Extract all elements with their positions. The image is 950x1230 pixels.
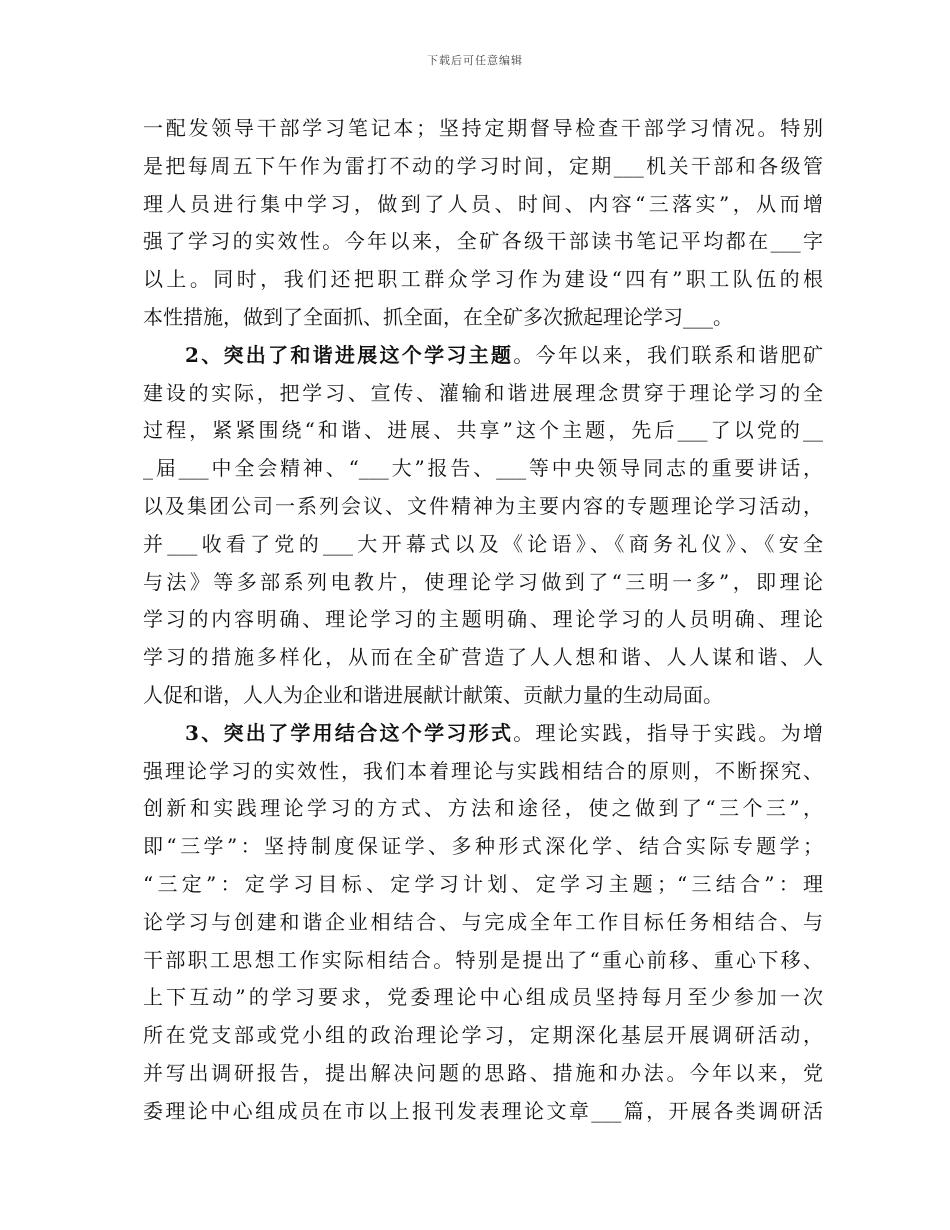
text-line: 委理论中心组成员在市以上报刊发表理论文章___篇，开展各类调研活 [143,1098,823,1123]
text-line: 理人员进行集中学习，做到了人员、时间、内容“三落实”，从而增 [143,191,823,216]
text-line: 以及集团公司一系列会议、文件精神为主要内容的专题理论学习活动， [143,493,823,518]
page-header: 下载后可任意编辑 [427,54,523,67]
document-body [143,110,823,1131]
paragraph-heading: 2、突出了和谐进展这个学习主题 [185,342,514,367]
text-line: 本性措施，做到了全面抓、抓全面，在全矿多次掀起理论学习___。 [143,304,733,329]
text-line: 一配发领导干部学习笔记本；坚持定期督导检查干部学习情况。特别 [143,116,823,140]
text-line: 干部职工思想工作实际相结合。特别是提出了“重心前移、重心下移、 [143,947,823,972]
text-line: 所在党支部或党小组的政治理论学习，定期深化基层开展调研活动， [143,1023,823,1048]
text-line: 学习的内容明确、理论学习的主题明确、理论学习的人员明确、理论 [143,607,823,632]
text-line: 是把每周五下午作为雷打不动的学习时间，定期___机关干部和各级管 [143,153,823,178]
text-line: 并___收看了党的___大开幕式以及《论语》、《商务礼仪》、《安全 [143,531,823,556]
paragraph-heading-line: 2、突出了和谐进展这个学习主题。今年以来，我们联系和谐肥矿 [185,342,823,367]
text-line: 上下互动”的学习要求，党委理论中心组成员坚持每月至少参加一次 [143,985,823,1010]
paragraph-heading: 3、突出了学用结合这个学习形式 [185,720,514,745]
text-line: “三定”：定学习目标、定学习计划、定学习主题；“三结合”：理 [143,871,823,896]
text-line: 学习的措施多样化，从而在全矿营造了人人想和谐、人人谋和谐、人 [143,645,823,670]
text-line: 以上。同时，我们还把职工群众学习作为建设“四有”职工队伍的根 [143,267,823,292]
text-line: _届___中全会精神、“___大”报告、___等中央领导同志的重要讲话， [143,456,823,481]
text-line: 即“三学”：坚持制度保证学、多种形式深化学、结合实际专题学； [143,834,823,859]
text-line: 论学习与创建和谐企业相结合、与完成全年工作目标任务相结合、与 [143,909,823,934]
text-line: 人促和谐，人人为企业和谐进展献计献策、贡献力量的生动局面。 [143,682,723,707]
text-line: 创新和实践理论学习的方式、方法和途径，使之做到了“三个三”， [143,796,823,821]
text-line: 强了学习的实效性。今年以来，全矿各级干部读书笔记平均都在___字 [143,229,823,254]
paragraph-heading-line: 3、突出了学用结合这个学习形式。理论实践，指导于实践。为增 [185,720,823,745]
text-line: 与法》等多部系列电教片，使理论学习做到了“三明一多”，即理论 [143,569,823,594]
text-line: 过程，紧紧围绕“和谐、进展、共享”这个主题，先后___了以党的__ [143,418,823,443]
text-line: 并写出调研报告，提出解决问题的思路、措施和办法。今年以来，党 [143,1060,823,1085]
text-line: 建设的实际，把学习、宣传、灌输和谐进展理念贯穿于理论学习的全 [143,380,823,405]
text-line: 强理论学习的实效性，我们本着理论与实践相结合的原则，不断探究、 [143,758,823,783]
